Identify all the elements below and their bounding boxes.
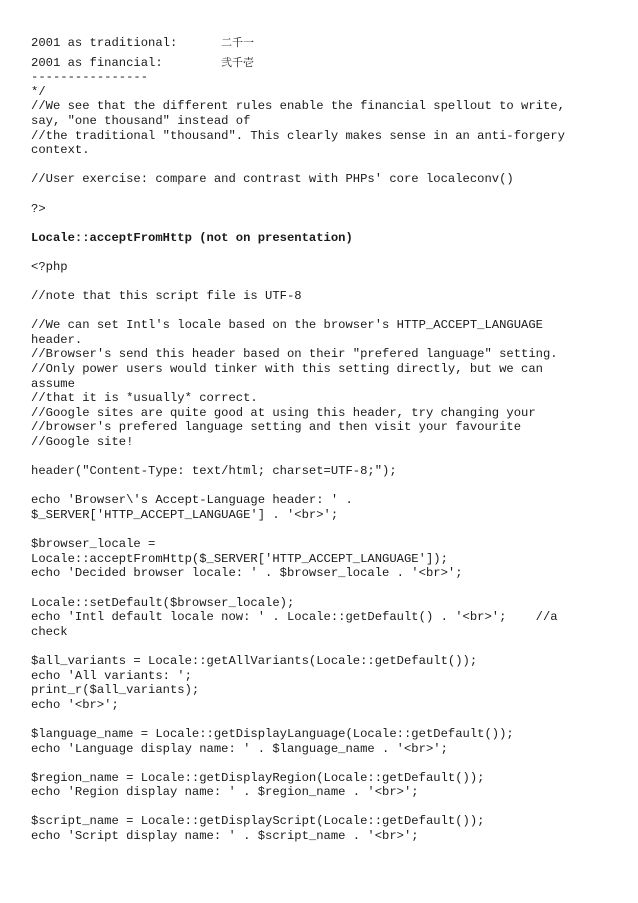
code-line: $all_variants = Locale::getAllVariants(Locale::getDefault());	[31, 653, 478, 668]
document-page	[31, 36, 606, 844]
code-line: echo 'Browser\'s Accept-Language header: ' .	[31, 493, 353, 508]
code-line: print_r($all_variants);	[31, 683, 200, 698]
code-line: //note that this script file is UTF-8	[31, 289, 302, 304]
row-label: 2001 as financial:	[31, 55, 163, 70]
code-line: //that it is *usually* correct.	[31, 391, 258, 406]
code-line: */	[31, 84, 46, 99]
code-line: ?>	[31, 201, 46, 216]
code-line: Locale::acceptFromHttp($_SERVER['HTTP_ACCEPT_LANGUAGE']);	[31, 551, 448, 566]
code-line: //We can set Intl's locale based on the browser's HTTP_ACCEPT_LANGUAGE	[31, 318, 543, 333]
code-line: echo 'Script display name: ' . $script_name . '<br>';	[31, 829, 419, 844]
code-line: assume	[31, 376, 75, 391]
code-line: //Google site!	[31, 435, 134, 450]
code-line: //the traditional "thousand". This clearly makes sense in an anti-forgery	[31, 128, 565, 143]
code-line: header("Content-Type: text/html; charset=UTF-8;");	[31, 464, 397, 479]
code-line: context.	[31, 143, 90, 158]
code-line: echo '<br>';	[31, 697, 119, 712]
code-line: echo 'Intl default locale now: ' . Locale::getDefault() . '<br>'; //a	[31, 610, 558, 625]
code-line: Locale::setDefault($browser_locale);	[31, 595, 295, 610]
code-line: <?php	[31, 259, 68, 274]
row-label: 2001 as traditional:	[31, 36, 178, 50]
traditional-row	[31, 36, 606, 51]
code-line: echo 'Decided browser locale: ' . $browser_locale . '<br>';	[31, 566, 463, 581]
code-line: //Browser's send this header based on their "prefered language" setting.	[31, 347, 558, 362]
code-line: //User exercise: compare and contrast with PHPs' core localeconv()	[31, 172, 514, 187]
row-value: 弐千壱	[221, 55, 254, 69]
code-line: $browser_locale =	[31, 537, 156, 552]
code-line: //We see that the different rules enable the financial spellout to write,	[31, 99, 565, 114]
code-line: echo 'Language display name: ' . $language_name . '<br>';	[31, 741, 448, 756]
code-line: $script_name = Locale::getDisplayScript(Locale::getDefault());	[31, 814, 485, 829]
code-line: //browser's prefered language setting and then visit your favourite	[31, 420, 522, 435]
code-line: header.	[31, 332, 83, 347]
code-line: $language_name = Locale::getDisplayLanguage(Locale::getDefault());	[31, 726, 514, 741]
section-heading: Locale::acceptFromHttp (not on presentation)	[31, 230, 353, 245]
code-line: say, "one thousand" instead of	[31, 113, 251, 128]
code-line: //Google sites are quite good at using this header, try changing your	[31, 405, 536, 420]
code-line: echo 'Region display name: ' . $region_name . '<br>';	[31, 785, 419, 800]
code-line: echo 'All variants: ';	[31, 668, 192, 683]
financial-row	[31, 56, 606, 71]
code-line: $region_name = Locale::getDisplayRegion(Locale::getDefault());	[31, 770, 485, 785]
code-line: ----------------	[31, 70, 149, 85]
code-line: check	[31, 624, 68, 639]
code-line: $_SERVER['HTTP_ACCEPT_LANGUAGE'] . '<br>';	[31, 508, 339, 522]
code-line: //Only power users would tinker with this setting directly, but we can	[31, 362, 543, 377]
row-value: 二千一	[221, 36, 254, 49]
